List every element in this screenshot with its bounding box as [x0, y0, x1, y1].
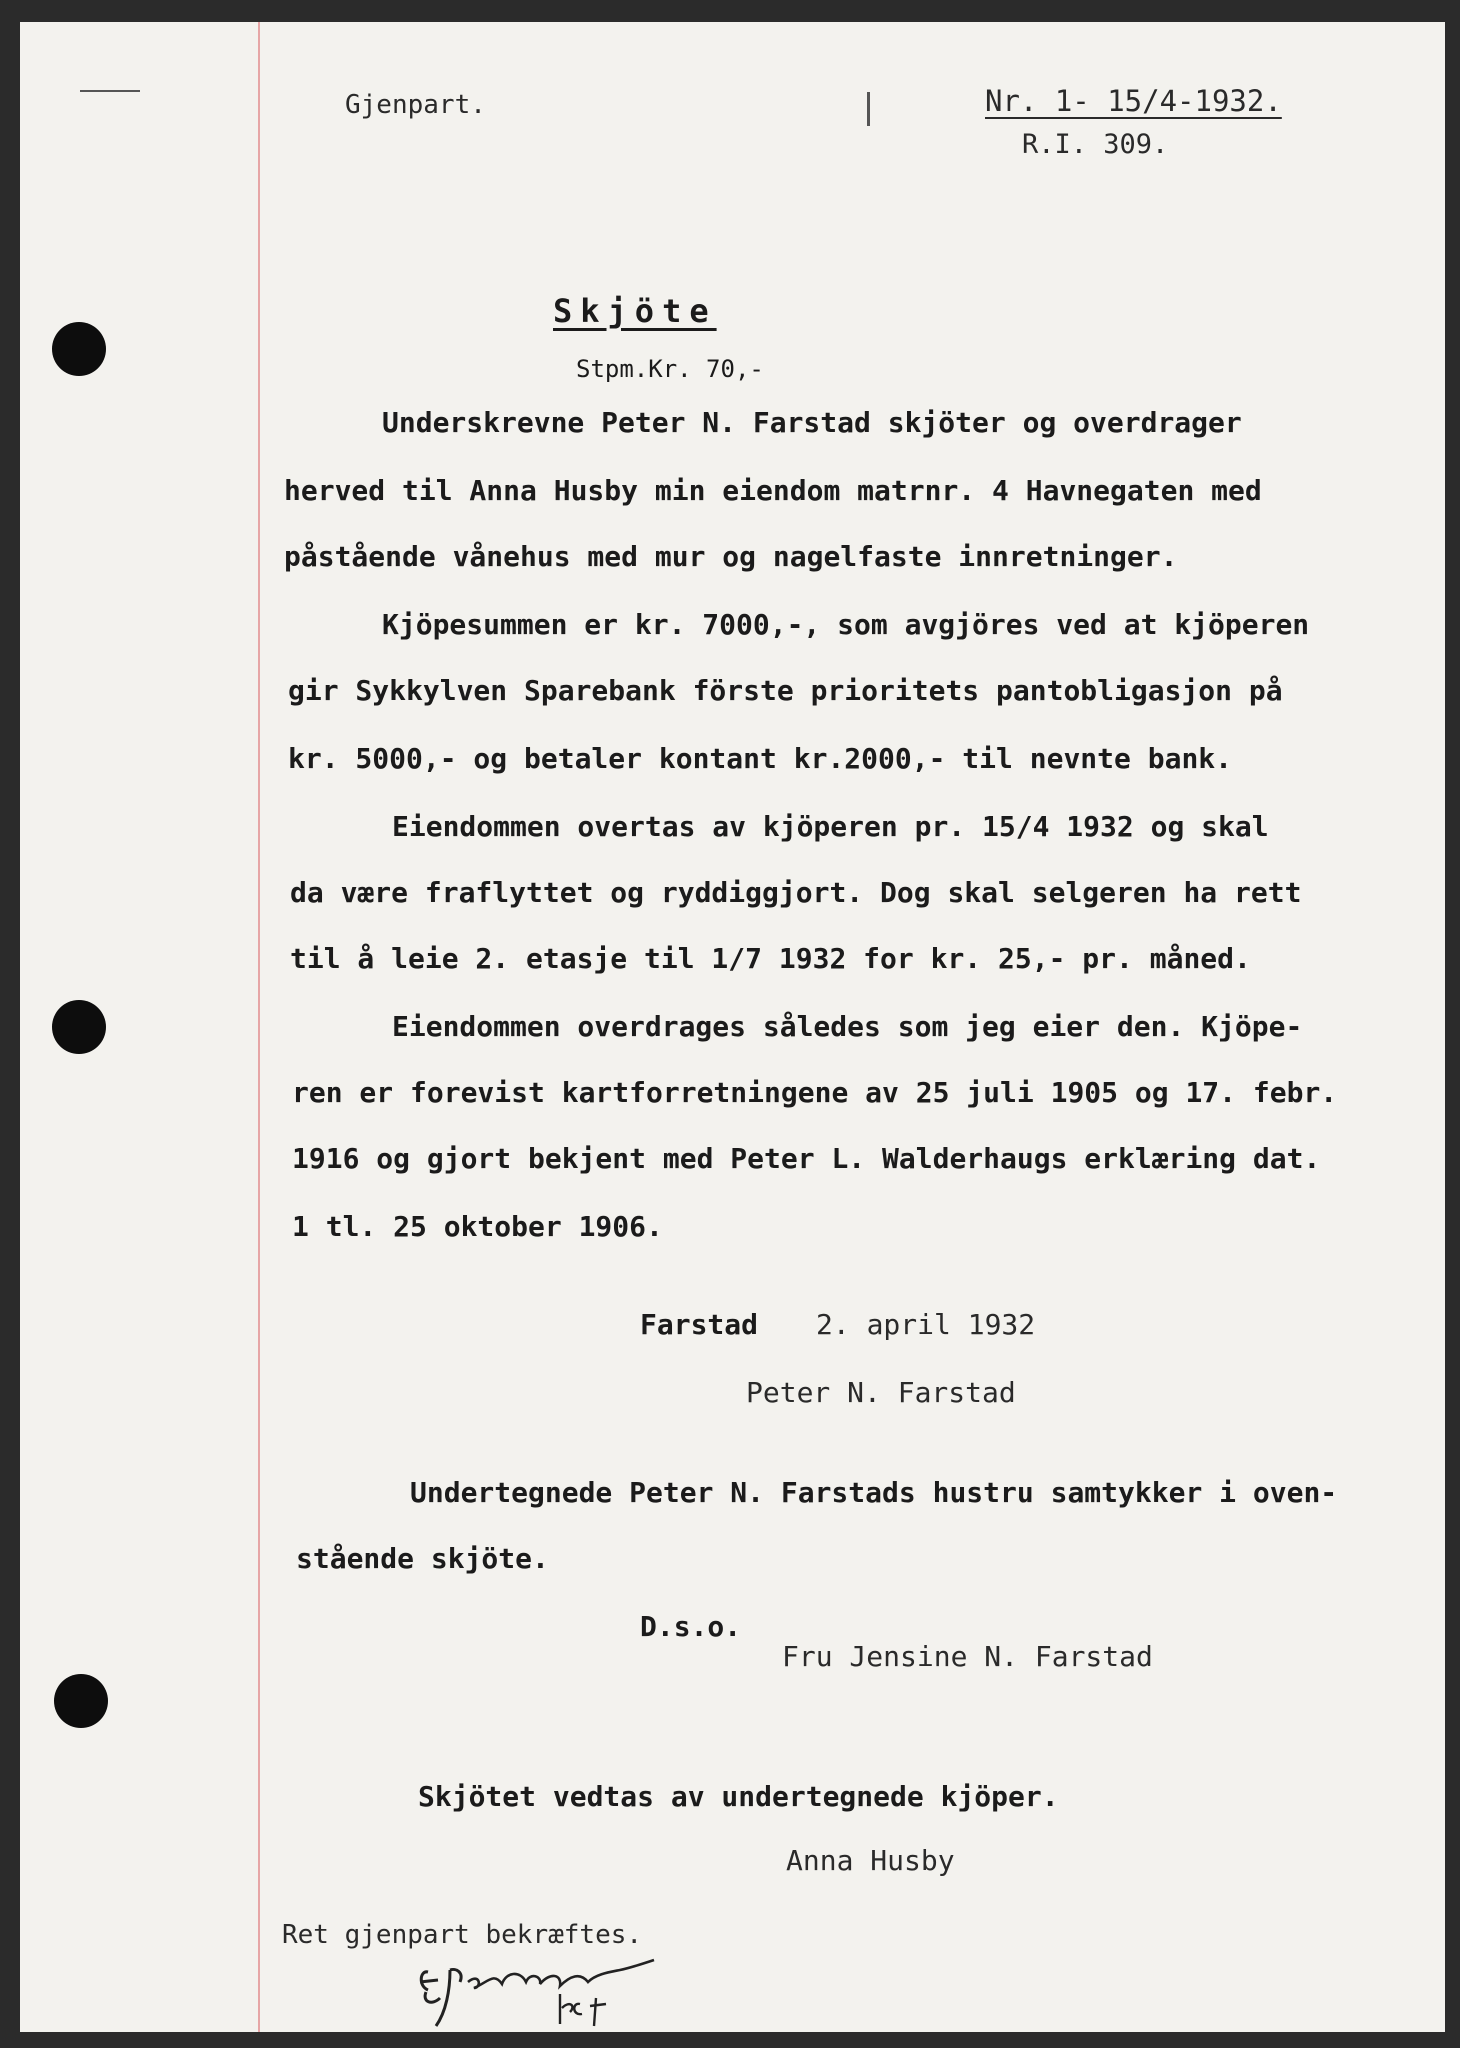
- scan-mark: [80, 90, 140, 92]
- register-reference: R.I. 309.: [1022, 129, 1169, 160]
- acceptance-line: Skjötet vedtas av undertegnede kjöper.: [418, 1780, 1059, 1813]
- gjenpart-label: Gjenpart.: [345, 90, 486, 120]
- body-line: 1 tl. 25 oktober 1906.: [292, 1210, 663, 1243]
- body-line: kr. 5000,- og betaler kontant kr.2000,- til nevnte bank.: [288, 742, 1233, 775]
- body-line: ren er forevist kartforretningene av 25 juli 1905 og 17. febr.: [292, 1076, 1338, 1109]
- seller-signature: Peter N. Farstad: [746, 1376, 1016, 1409]
- body-line: Eiendommen overdrages således som jeg eier den. Kjöpe-: [392, 1010, 1303, 1043]
- body-line: herved til Anna Husby min eiendom matrnr. 4 Havnegaten med: [284, 474, 1262, 507]
- handwritten-signature-icon: [410, 1942, 670, 2032]
- document-number: Nr. 1- 15/4-1932.: [985, 84, 1282, 118]
- body-line: gir Sykkylven Sparebank förste prioritets pantobligasjon på: [288, 674, 1283, 707]
- consent-line: Undertegnede Peter N. Farstads hustru samtykker i oven-: [410, 1476, 1338, 1509]
- margin-line: [258, 22, 260, 2032]
- document-page: [20, 22, 1445, 2032]
- punch-hole: [52, 1000, 106, 1054]
- body-line: 1916 og gjort bekjent med Peter L. Walderhaugs erklæring dat.: [292, 1142, 1321, 1175]
- punch-hole: [54, 1674, 108, 1728]
- place-label: Farstad: [640, 1308, 759, 1341]
- body-line: Underskrevne Peter N. Farstad skjöter og overdrager: [382, 406, 1242, 439]
- consent-line: stående skjöte.: [296, 1542, 549, 1575]
- body-line: da være fraflyttet og ryddiggjort. Dog skal selgeren ha rett: [290, 876, 1302, 909]
- wife-signature: Fru Jensine N. Farstad: [782, 1640, 1153, 1673]
- buyer-signature: Anna Husby: [786, 1844, 955, 1877]
- body-line: påstående vånehus med mur og nagelfaste innretninger.: [284, 540, 1178, 573]
- certification-line: Ret gjenpart bekræftes.: [282, 1920, 643, 1950]
- body-line: til å leie 2. etasje til 1/7 1932 for kr. 25,- pr. måned.: [290, 942, 1251, 975]
- date-label: 2. april 1932: [816, 1308, 1036, 1341]
- body-line: Eiendommen overtas av kjöperen pr. 15/4 1932 og skal: [392, 810, 1269, 843]
- punch-hole: [52, 322, 106, 376]
- document-title: Skjöte: [553, 292, 717, 330]
- stamp-fee: Stpm.Kr. 70,-: [576, 355, 764, 383]
- body-line: Kjöpesummen er kr. 7000,-, som avgjöres ved at kjöperen: [382, 608, 1310, 641]
- dso-label: D.s.o.: [640, 1610, 742, 1643]
- scan-mark: [867, 92, 870, 126]
